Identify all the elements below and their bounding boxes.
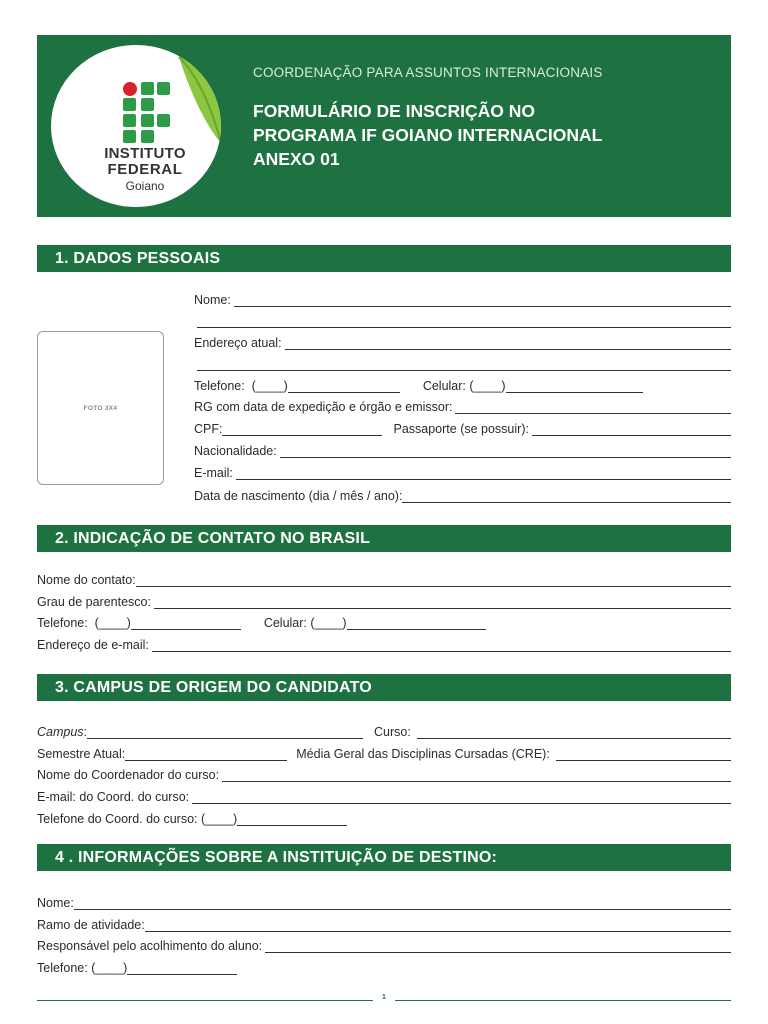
label-campus-colon: :: [83, 725, 88, 739]
label-nascimento: Data de nascimento (dia / mês / ano):: [194, 489, 403, 503]
section-4-title: 4 . INFORMAÇÕES SOBRE A INSTITUIÇÃO DE DESTINO:: [37, 844, 731, 871]
label-email-coord: E-mail: do Coord. do curso:: [37, 790, 190, 804]
label-nome: Nome:: [194, 293, 231, 307]
red-dot-icon: [123, 82, 137, 96]
label-destino-nome: Nome:: [37, 896, 74, 910]
label-celular: Celular: (____): [422, 379, 506, 393]
label-nacionalidade: Nacionalidade:: [194, 444, 277, 458]
photo-box: [37, 331, 164, 485]
input-line-nome-contato[interactable]: [136, 574, 731, 587]
input-line-grau[interactable]: [154, 596, 731, 609]
title-line-2: PROGRAMA IF GOIANO INTERNACIONAL: [253, 125, 603, 145]
field-nascimento[interactable]: [194, 487, 731, 503]
input-line-celular[interactable]: [506, 380, 643, 393]
label-curso: Curso:: [374, 725, 411, 739]
input-line-contato-email[interactable]: [152, 639, 731, 652]
input-line-endereco[interactable]: [285, 337, 731, 350]
label-contato-telefone: Telefone: (____): [37, 616, 131, 630]
input-line-nascimento[interactable]: [402, 490, 731, 503]
input-line-endereco-2[interactable]: [197, 358, 731, 371]
label-ramo: Ramo de atividade:: [37, 918, 145, 932]
logo-text-federal: FEDERAL: [107, 161, 183, 178]
field-telefone-coord[interactable]: [37, 810, 357, 826]
field-telefone-celular[interactable]: [194, 377, 644, 393]
field-endereco[interactable]: [194, 334, 731, 350]
label-destino-telefone: Telefone: (____): [37, 961, 128, 975]
form-title: [253, 99, 713, 171]
field-nome-cont[interactable]: [197, 312, 731, 328]
field-destino-telefone[interactable]: [37, 959, 277, 975]
title-line-3: ANEXO 01: [253, 149, 340, 169]
label-passaporte: Passaporte (se possuir):: [393, 422, 529, 436]
input-line-responsavel[interactable]: [265, 940, 731, 953]
label-contato-celular: Celular: (____): [263, 616, 347, 630]
title-line-1: FORMULÁRIO DE INSCRIÇÃO NO: [253, 101, 535, 121]
input-line-cpf[interactable]: [222, 423, 382, 436]
field-nome[interactable]: [194, 291, 731, 307]
input-line-passaporte[interactable]: [532, 423, 731, 436]
input-line-email-coord[interactable]: [192, 791, 731, 804]
footer-divider-right: [395, 1000, 731, 1001]
field-endereco-cont[interactable]: [197, 355, 731, 371]
label-email: E-mail:: [194, 466, 233, 480]
page-number: 1: [382, 994, 386, 1001]
input-line-nome-2[interactable]: [197, 315, 731, 328]
footer-divider-left: [37, 1000, 373, 1001]
field-rg[interactable]: [194, 398, 731, 414]
label-telefone-coord: Telefone do Coord. do curso: (____): [37, 812, 238, 826]
label-grau: Grau de parentesco:: [37, 595, 151, 609]
input-line-rg[interactable]: [455, 401, 731, 414]
input-line-telefone-coord[interactable]: [237, 813, 347, 826]
input-line-nacionalidade[interactable]: [280, 445, 731, 458]
field-email[interactable]: [194, 464, 731, 480]
field-contato-email[interactable]: [37, 636, 731, 652]
input-line-email[interactable]: [236, 467, 731, 480]
input-line-nome[interactable]: [234, 294, 731, 307]
label-media: Média Geral das Disciplinas Cursadas (CRE):: [296, 747, 550, 761]
field-nacionalidade[interactable]: [194, 442, 731, 458]
logo-text-instituto: INSTITUTO: [104, 145, 186, 162]
label-cpf: CPF:: [194, 422, 223, 436]
field-responsavel[interactable]: [37, 937, 731, 953]
field-contato-telefone-celular[interactable]: [37, 614, 487, 630]
field-semestre-media[interactable]: [37, 745, 731, 761]
section-2-title: 2. INDICAÇÃO DE CONTATO NO BRASIL: [37, 525, 731, 552]
logo-text-goiano: Goiano: [125, 179, 165, 193]
input-line-contato-telefone[interactable]: [131, 617, 241, 630]
field-grau[interactable]: [37, 593, 731, 609]
input-line-media[interactable]: [556, 748, 731, 761]
input-line-coordenador[interactable]: [222, 769, 731, 782]
institute-logo: [51, 45, 221, 207]
coordination-label: COORDENAÇÃO PARA ASSUNTOS INTERNACIONAIS: [253, 65, 603, 80]
label-nome-contato: Nome do contato:: [37, 573, 136, 587]
leaf-icon: [177, 55, 221, 147]
input-line-semestre[interactable]: [125, 748, 287, 761]
label-coordenador: Nome do Coordenador do curso:: [37, 768, 220, 782]
input-line-campus[interactable]: [87, 726, 363, 739]
label-rg: RG com data de expedição e órgão e emissor:: [194, 400, 453, 414]
input-line-destino-nome[interactable]: [74, 897, 731, 910]
label-semestre: Semestre Atual:: [37, 747, 126, 761]
section-1-title: 1. DADOS PESSOAIS: [37, 245, 731, 272]
label-endereco: Endereço atual:: [194, 336, 282, 350]
label-contato-email: Endereço de e-mail:: [37, 638, 149, 652]
photo-label: FOTO 3X4: [83, 405, 118, 412]
label-responsavel: Responsável pelo acolhimento do aluno:: [37, 939, 263, 953]
field-cpf-passaporte[interactable]: [194, 420, 731, 436]
input-line-destino-telefone[interactable]: [127, 962, 237, 975]
field-nome-contato[interactable]: [37, 571, 731, 587]
input-line-ramo[interactable]: [145, 919, 731, 932]
field-coordenador[interactable]: [37, 766, 731, 782]
label-telefone: Telefone: (____): [194, 379, 288, 393]
label-campus: Campus: [37, 725, 84, 739]
section-3-title: 3. CAMPUS DE ORIGEM DO CANDIDATO: [37, 674, 731, 701]
input-line-contato-celular[interactable]: [347, 617, 486, 630]
field-ramo[interactable]: [37, 916, 731, 932]
field-email-coord[interactable]: [37, 788, 731, 804]
input-line-curso[interactable]: [417, 726, 731, 739]
field-destino-nome[interactable]: [37, 894, 731, 910]
input-line-telefone[interactable]: [288, 380, 400, 393]
field-campus-curso[interactable]: [37, 723, 731, 739]
page-header: [37, 35, 731, 217]
